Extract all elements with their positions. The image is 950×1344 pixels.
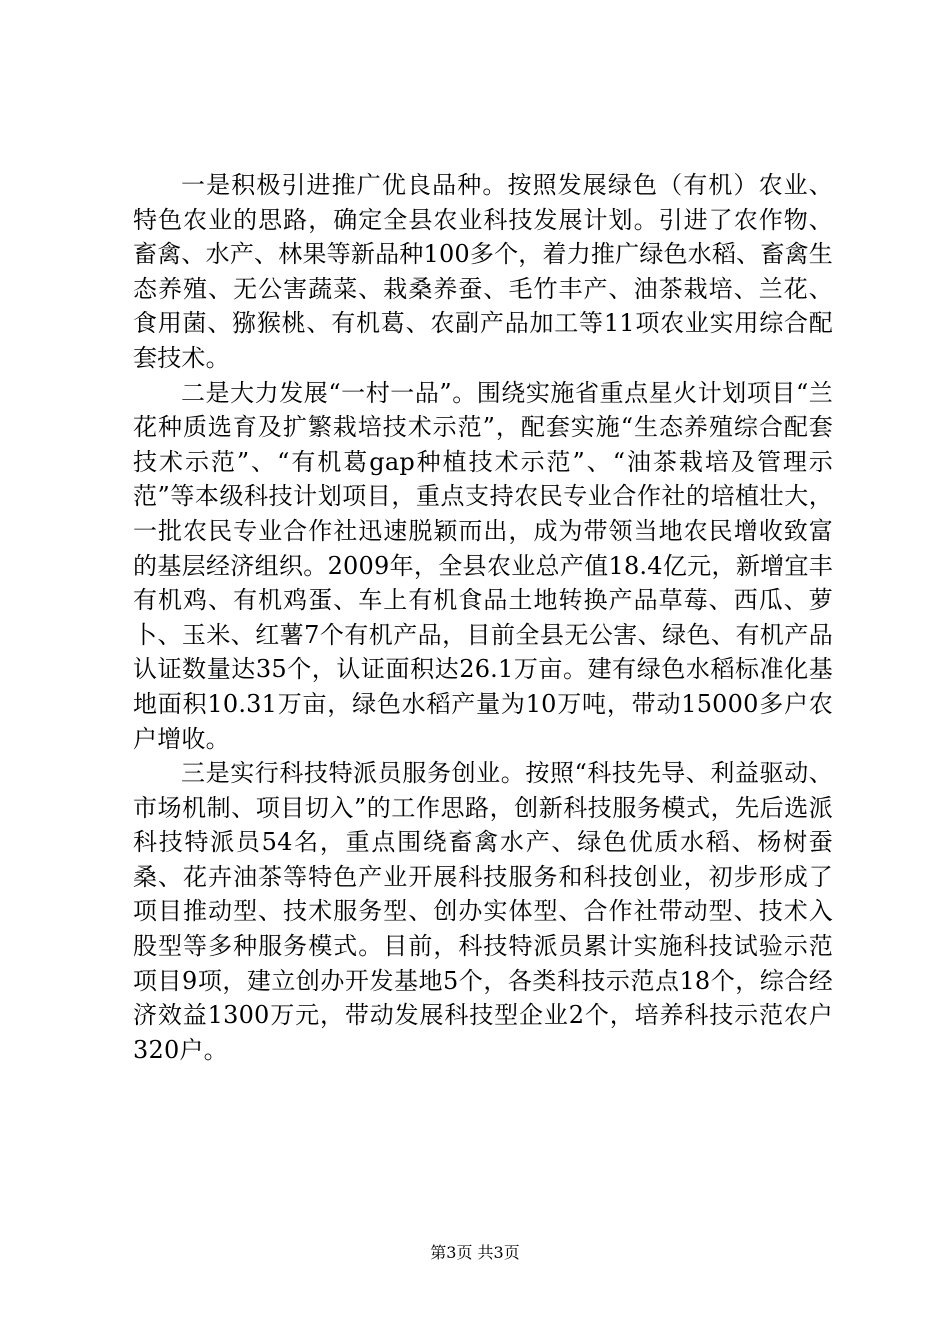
page-footer <box>0 1242 950 1264</box>
page-number-label: 第3页 共3页 <box>430 1243 520 1262</box>
paragraph-tech-commissioners: 三是实行科技特派员服务创业。按照“科技先导、利益驱动、市场机制、项目切入”的工作思路，创新科技服务模式，先后选派科技特派员54名，重点围绕畜禽水产、绿色优质水稻、杨树蚕桑、花卉油茶等特色产业开展科技服务和科技创业，初步形成了项目推动型、技术服务型、创办实体型、合作社带动型、技术入股型等多种服务模式。目前，科技特派员累计实施科技试验示范项目9项，建立创办开发基地5个，各类科技示范点18个，综合经济效益1300万元，带动发展科技型企业2个，培养科技示范农户320户。 <box>133 759 833 1064</box>
document-body <box>133 168 833 1067</box>
paragraph-improved-varieties: 一是积极引进推广优良品种。按照发展绿色（有机）农业、特色农业的思路，确定全县农业科技发展计划。引进了农作物、畜禽、水产、林果等新品种100多个，着力推广绿色水稻、畜禽生态养殖、无公害蔬菜、栽桑养蚕、毛竹丰产、油茶栽培、兰花、食用菌、猕猴桃、有机葛、农副产品加工等11项农业实用综合配套技术。 <box>133 171 833 372</box>
paragraph-one-village-one-product: 二是大力发展“一村一品”。围绕实施省重点星火计划项目“兰花种质选育及扩繁栽培技术示范”，配套实施“生态养殖综合配套技术示范”、“有机葛gap种植技术示范”、“油茶栽培及管理示范”等本级科技计划项目，重点支持农民专业合作社的培植壮大，一批农民专业合作社迅速脱颖而出，成为带领当地农民增收致富的基层经济组织。2009年，全县农业总产值18.4亿元，新增宜丰有机鸡、有机鸡蛋、车上有机食品土地转换产品草莓、西瓜、萝卜、玉米、红薯7个有机产品，目前全县无公害、绿色、有机产品认证数量达35个，认证面积达26.1万亩。建有绿色水稻标准化基地面积10.31万亩，绿色水稻产量为10万吨，带动15000多户农户增收。 <box>133 378 833 753</box>
